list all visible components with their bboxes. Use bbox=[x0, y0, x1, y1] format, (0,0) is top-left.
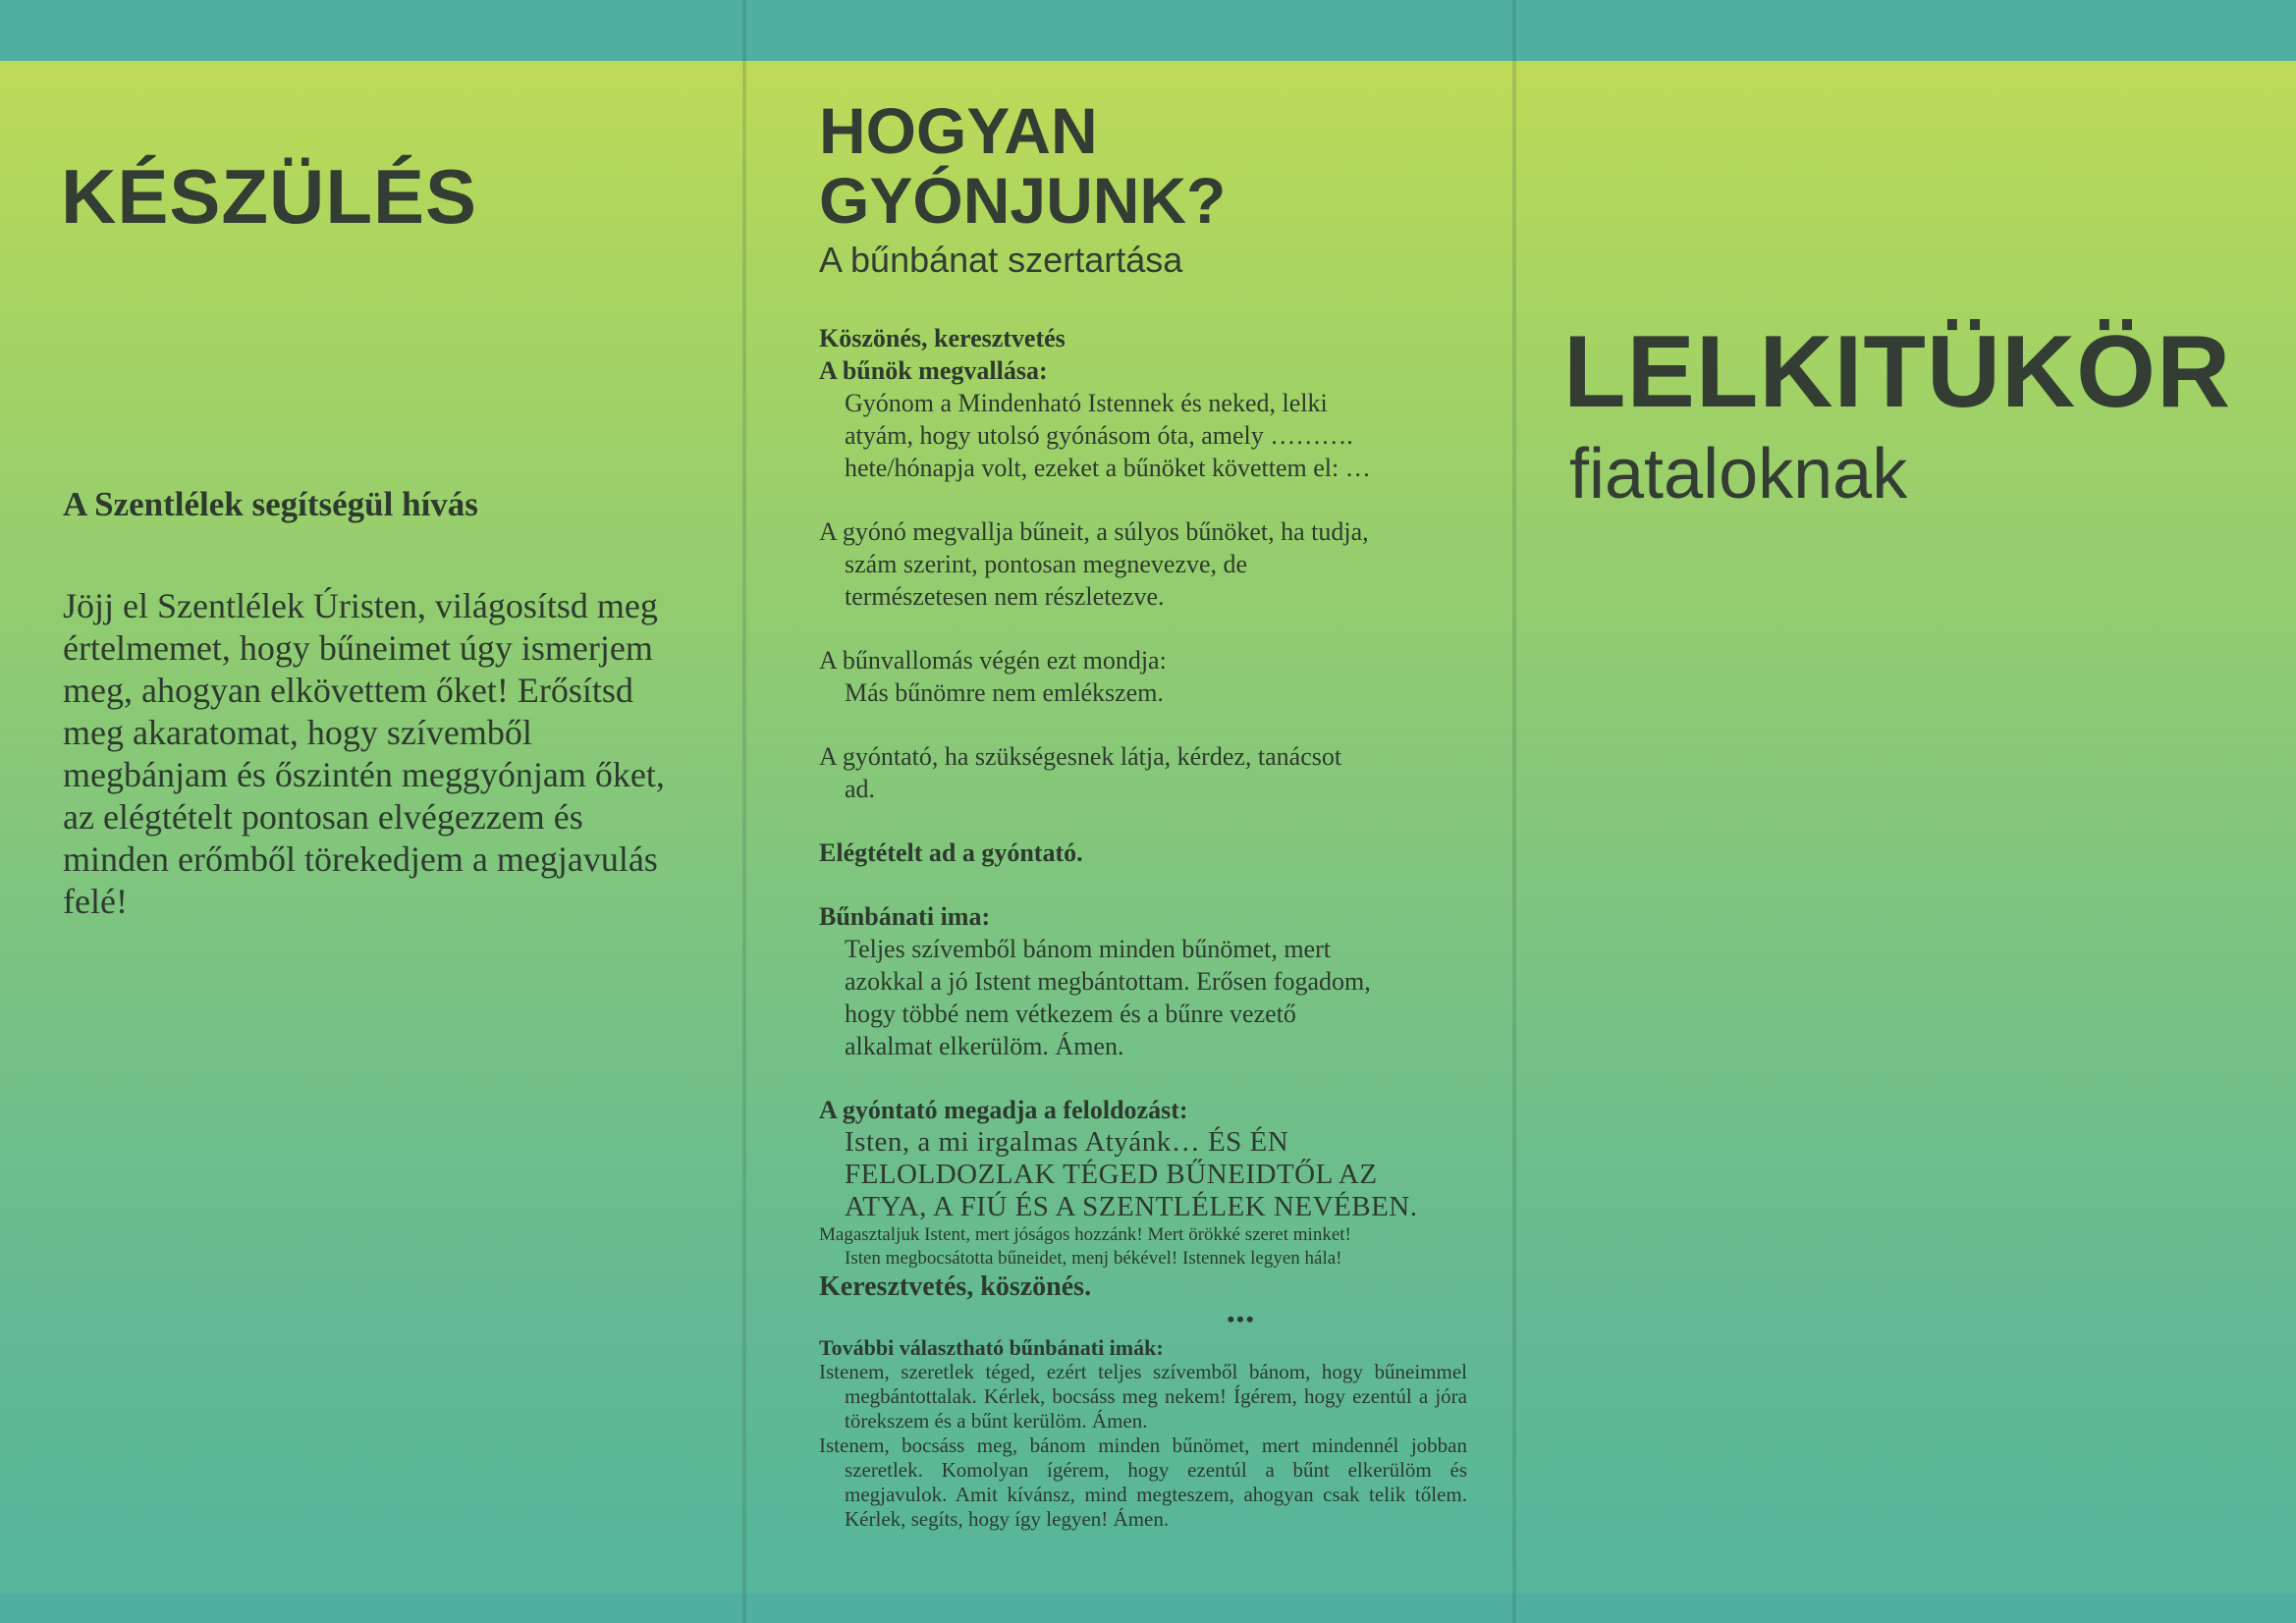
closing-heading: Keresztvetés, köszönés. bbox=[819, 1271, 1092, 1302]
confession-line: hete/hónapja volt, ezeket a bűnöket követtem el: … bbox=[845, 454, 1371, 482]
prayer-line: felé! bbox=[63, 882, 128, 921]
holy-spirit-prayer bbox=[63, 585, 731, 923]
prayer-line: értelmemet, hogy bűneimet úgy ismerjem bbox=[63, 628, 653, 668]
prayer-line: meg, ahogyan elkövettem őket! Erősítsd bbox=[63, 671, 633, 710]
penance-heading: Elégtételt ad a gyóntató. bbox=[819, 839, 1083, 867]
confessor-line: A gyóntató, ha szükségesnek látja, kérdez, tanácsot bbox=[819, 742, 1342, 771]
confession-line: atyám, hogy utolsó gyónásom óta, amely ………. bbox=[845, 421, 1353, 450]
penitent-line: A gyónó megvallja bűneit, a súlyos bűnöket, ha tudja, bbox=[819, 517, 1369, 546]
panel-title-hogyan bbox=[819, 96, 1226, 236]
right-panel bbox=[1516, 0, 2296, 1623]
more-prayer: Istenem, bocsáss meg, bánom minden bűnömet, mert mindennél jobban szeretlek. Komolyan ígérem, hogy ezentúl a bűnt elkerülöm és megjavulok. Amit kívánsz, mind megteszem, ahogyan csak telik tőlem. Kérlek, segíts, hogy így legyen! Ámen. bbox=[819, 1434, 1467, 1531]
separator-dots: ••• bbox=[1227, 1307, 1256, 1331]
prayer-line: Jöjj el Szentlélek Úristen, világosítsd meg bbox=[63, 586, 658, 625]
cover-title: LELKITÜKÖR bbox=[1563, 315, 2232, 429]
absolution-line: Isten, a mi irgalmas Atyánk… ÉS ÉN bbox=[845, 1126, 1289, 1158]
absolution-line: ATYA, A FIÚ ÉS A SZENTLÉLEK NEVÉBEN. bbox=[845, 1191, 1418, 1222]
additional-prayers bbox=[819, 1335, 1467, 1532]
prayer-line: minden erőmből törekedjem a megjavulás bbox=[63, 839, 658, 879]
greeting-heading: Köszönés, keresztvetés bbox=[819, 324, 1066, 352]
cover-subtitle: fiataloknak bbox=[1569, 435, 1908, 514]
prayer-line: az elégtételt pontosan elvégezzem és bbox=[63, 797, 583, 837]
contrition-line: alkalmat elkerülöm. Ámen. bbox=[845, 1032, 1124, 1060]
contrition-line: hogy többé nem vétkezem és a bűnre vezető bbox=[845, 1000, 1296, 1028]
contrition-line: azokkal a jó Istent megbántottam. Erősen fogadom, bbox=[845, 967, 1371, 996]
panel-title-keszules: KÉSZÜLÉS bbox=[61, 153, 478, 240]
middle-panel bbox=[746, 0, 1512, 1623]
contrition-heading: Bűnbánati ima: bbox=[819, 902, 991, 931]
end-intro: A bűnvallomás végén ezt mondja: bbox=[819, 646, 1167, 675]
small-line: Isten megbocsátotta bűneidet, menj békével! Istennek legyen hála! bbox=[845, 1248, 1342, 1269]
title-line: HOGYAN bbox=[819, 94, 1098, 167]
rite-content bbox=[819, 322, 1467, 1532]
prayer-line: meg akaratomat, hogy szívemből bbox=[63, 713, 532, 752]
section-heading: A Szentlélek segítségül hívás bbox=[63, 485, 478, 523]
more-heading: További választható bűnbánati imák: bbox=[819, 1335, 1164, 1360]
title-line: GYÓNJUNK? bbox=[819, 164, 1227, 237]
panel-subtitle: A bűnbánat szertartása bbox=[819, 240, 1183, 280]
confessor-line: ad. bbox=[845, 775, 876, 803]
penitent-line: természetesen nem részletezve. bbox=[845, 582, 1165, 611]
prayer-line: megbánjam és őszintén meggyónjam őket, bbox=[63, 755, 665, 794]
left-panel bbox=[0, 0, 742, 1623]
end-text: Más bűnömre nem emlékszem. bbox=[845, 678, 1164, 707]
absolution-line: FELOLDOZLAK TÉGED BŰNEIDTŐL AZ bbox=[845, 1159, 1378, 1190]
confession-line: Gyónom a Mindenható Istennek és neked, lelki bbox=[845, 389, 1328, 417]
more-prayer: Istenem, szeretlek téged, ezért teljes szívemből bánom, hogy bűneimmel megbántottalak. Kérlek, bocsáss meg nekem! Ígérem, hogy ezentúl a jóra törekszem és a bűnt kerülöm. Ámen. bbox=[819, 1360, 1467, 1433]
contrition-line: Teljes szívemből bánom minden bűnömet, mert bbox=[845, 935, 1331, 963]
small-line: Magasztaljuk Istent, mert jóságos hozzánk! Mert örökké szeret minket! bbox=[819, 1224, 1351, 1245]
penitent-line: szám szerint, pontosan megnevezve, de bbox=[845, 550, 1248, 578]
absolution-heading: A gyóntató megadja a feloldozást: bbox=[819, 1096, 1188, 1124]
confession-heading: A bűnök megvallása: bbox=[819, 356, 1048, 385]
